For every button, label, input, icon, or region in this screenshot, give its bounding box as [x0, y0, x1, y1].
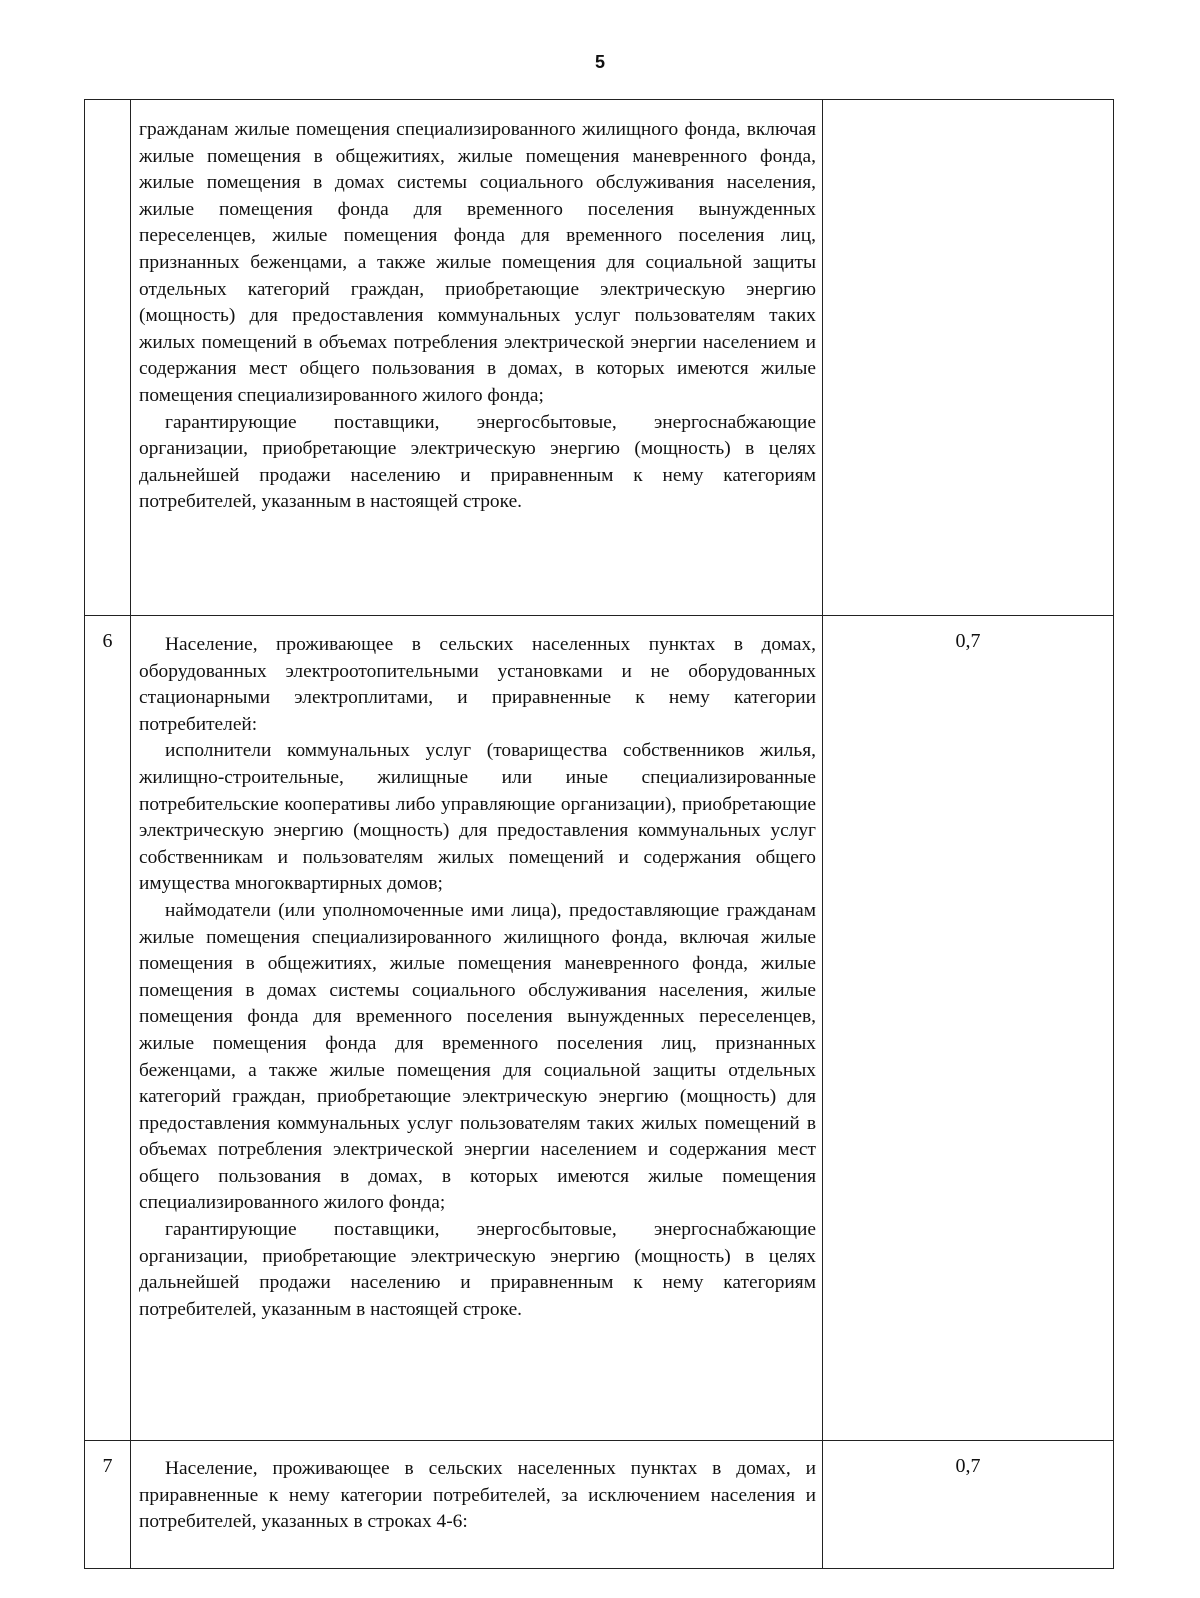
table-row	[85, 1441, 1114, 1569]
paragraph: Население, проживающее в сельских населенных пунктах в домах, оборудованных электроотопительными установками и не оборудованных стационарными электроплитами, и приравненные к нему категории потребителей:	[139, 634, 816, 735]
row-description-cell	[131, 100, 823, 616]
paragraph: гражданам жилые помещения специализированного жилищного фонда, включая жилые помещения в общежитиях, жилые помещения маневренного фонда, жилые помещения в домах системы социального обслуживания населения, жилые помещения фонда для временного поселения вынужденных переселенцев, жилые помещения фонда для временного поселения лиц, признанных беженцами, а также жилые помещения для социальной защиты отдельных категорий граждан, приобретающие электрическую энергию (мощность) для предоставления коммунальных услуг пользователям таких жилых помещений в объемах потребления электрической энергии населением и содержания мест общего пользования в домах, в которых имеются жилые помещения специализированного жилого фонда;	[139, 119, 816, 406]
table-row	[85, 616, 1114, 1441]
row-coefficient-cell: 0,7	[823, 616, 1114, 1441]
row-description-cell	[131, 1441, 823, 1569]
tariff-table	[84, 99, 1114, 1569]
table-row	[85, 100, 1114, 616]
row-coefficient-cell: 0,7	[823, 1441, 1114, 1569]
paragraph: наймодатели (или уполномоченные ими лица), предоставляющие гражданам жилые помещения специализированного жилищного фонда, включая жилые помещения в общежитиях, жилые помещения маневренного фонда, жилые помещения в домах системы социального обслуживания населения, жилые помещения фонда для временного поселения вынужденных переселенцев, жилые помещения фонда для временного поселения лиц, признанных беженцами, а также жилые помещения для социальной защиты отдельных категорий граждан, приобретающие электрическую энергию (мощность) для предоставления коммунальных услуг пользователям таких жилых помещений в объемах потребления электрической энергии населением и содержания мест общего пользования в домах, в которых имеются жилые помещения специализированного жилого фонда;	[139, 899, 816, 1214]
paragraph: гарантирующие поставщики, энергосбытовые, энергоснабжающие организации, приобретающие электрическую энергию (мощность) в целях дальнейшей продажи населению и приравненным к нему категориям потребителей, указанным в настоящей строке.	[139, 411, 816, 513]
page-number: 5	[594, 52, 605, 72]
row-description-cell	[131, 616, 823, 1441]
row-coefficient-cell	[823, 100, 1114, 616]
paragraph: исполнители коммунальных услуг (товарищества собственников жилья, жилищно-строительные, жилищные или иные специализированные потребительские кооперативы либо управляющие организации), приобретающие электрическую энергию (мощность) для предоставления коммунальных услуг собственникам и пользователям жилых помещений и содержания общего имущества многоквартирных домов;	[139, 740, 816, 895]
row-number-cell: 6	[85, 616, 131, 1441]
row-number-cell: 7	[85, 1441, 131, 1569]
paragraph: гарантирующие поставщики, энергосбытовые, энергоснабжающие организации, приобретающие электрическую энергию (мощность) в целях дальнейшей продажи населению и приравненным к нему категориям потребителей, указанным в настоящей строке.	[139, 1219, 816, 1320]
row-number-cell	[85, 100, 131, 616]
paragraph: Население, проживающее в сельских населенных пунктах в домах, и приравненные к нему категории потребителей, за исключением населения и потребителей, указанных в строках 4-6:	[139, 1458, 816, 1533]
